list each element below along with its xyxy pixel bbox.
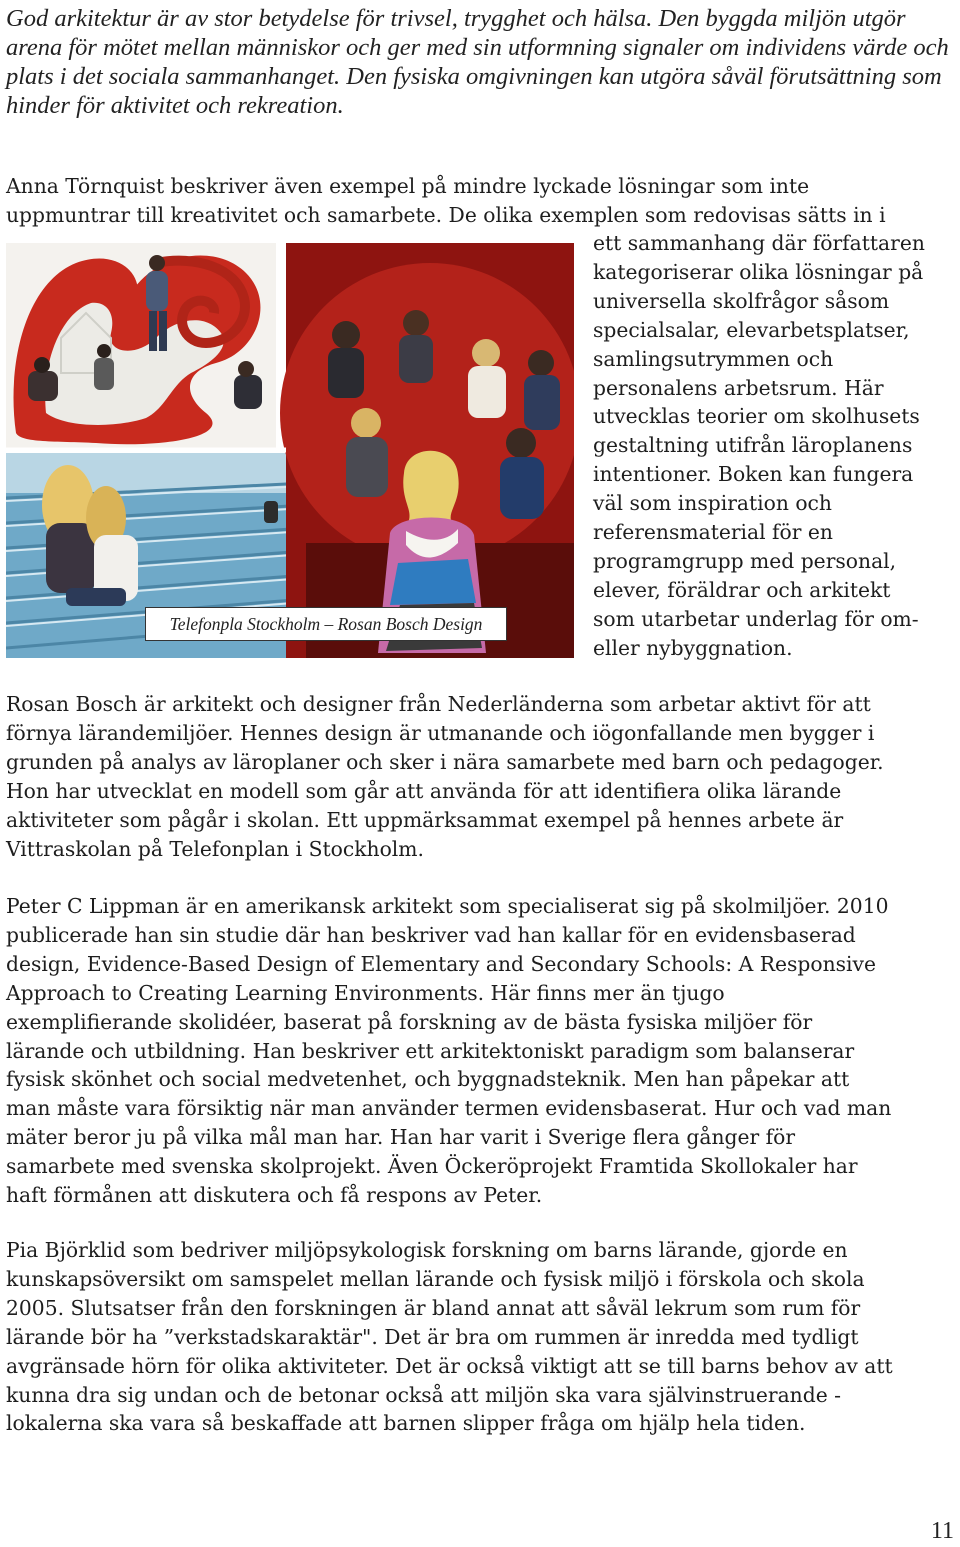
peter-line: exemplifierande skolidéer, baserat på forskning av de bästa fysiska miljöer för xyxy=(6,1009,813,1034)
column-line: gestaltning utifrån läroplanens xyxy=(593,433,913,458)
photo-caption xyxy=(145,607,507,641)
anna-column-text xyxy=(593,229,925,663)
column-line: kategoriserar olika lösningar på xyxy=(593,259,924,284)
column-line: eller nybyggnation. xyxy=(593,635,793,660)
peter-line: fysisk skönhet och social medvetenhet, och byggnadsteknik. Men han påpekar att xyxy=(6,1067,850,1092)
photo-collage xyxy=(6,243,574,658)
column-line: utvecklas teorier om skolhusets xyxy=(593,404,920,429)
pia-line: kunskapsöversikt om samspelet mellan lärande och fysisk miljö i förskola och skola xyxy=(6,1266,865,1291)
pia-line: 2005. Slutsatser från den forskningen är bland annat att såväl lekrum som rum för xyxy=(6,1295,861,1320)
column-line: som utarbetar underlag för om- xyxy=(593,606,919,631)
peter-line: lärande och utbildning. Han beskriver ett arkitektoniskt paradigm som balanserar xyxy=(6,1038,855,1063)
anna-line: Anna Törnquist beskriver även exempel på mindre lyckade lösningar som inte xyxy=(6,174,810,198)
column-line: väl som inspiration och xyxy=(593,491,832,516)
photo-caption-text: Telefonpla Stockholm – Rosan Bosch Design xyxy=(169,613,483,634)
rosan-line: grunden på analys av läroplaner och sker i nära samarbete med barn och pedagoger. xyxy=(6,749,884,774)
intro-paragraph xyxy=(6,4,956,120)
column-line: elever, föräldrar och arkitekt xyxy=(593,577,891,602)
rosan-line: aktiviteter som pågår i skolan. Ett uppmärksammat exempel på hennes arbete är xyxy=(6,807,844,832)
intro-line: miljön utgör arena för mötet mellan människor och ger med sin utformning xyxy=(6,5,906,61)
peter-line: design, Evidence-Based Design of Elementary and Secondary Schools: A Responsive xyxy=(6,951,876,976)
intro-line: omgivningen kan utgöra såväl förutsättning som hinder för aktivitet och xyxy=(6,63,942,119)
column-line: referensmaterial för en xyxy=(593,520,833,545)
pia-line: lokalerna ska vara så beskaffade att barnen slipper fråga om hjälp hela tiden. xyxy=(6,1411,806,1436)
peter-line: Approach to Creating Learning Environments. Här finns mer än tjugo xyxy=(6,980,725,1005)
intro-line: rekreation. xyxy=(237,92,344,119)
rosan-line: förnya lärandemiljöer. Hennes design är utmanande och iögonfallande men bygger i xyxy=(6,720,875,745)
page-number: 11 xyxy=(930,1518,954,1544)
pia-line: Pia Björklid som bedriver miljöpsykologisk forskning om barns lärande, gjorde en xyxy=(6,1238,848,1262)
column-line: universella skolfrågor såsom xyxy=(593,288,890,313)
rosan-line: Vittraskolan på Telefonplan i Stockholm. xyxy=(6,836,424,861)
intro-line: signaler om individens värde och plats i det sociala sammanhanget. Den fysiska xyxy=(6,34,949,90)
intro-line: God arkitektur är av stor betydelse för trivsel, trygghet och hälsa. Den byggda xyxy=(6,5,778,32)
column-line: samlingsutrymmen och xyxy=(593,346,834,371)
peter-line: samarbete med svenska skolprojekt. Även Öckeröprojekt Framtida Skollokaler har xyxy=(6,1154,858,1179)
rosan-paragraph xyxy=(6,690,884,863)
column-line: personalens arbetsrum. Här xyxy=(593,375,884,400)
red-room-photo xyxy=(280,243,574,658)
column-line: ett sammanhang där författaren xyxy=(593,231,925,255)
rosan-line: Rosan Bosch är arkitekt och designer från Nederländerna som arbetar aktivt för att xyxy=(6,692,871,716)
pia-line: kunna dra sig undan och de betonar också att miljön ska vara självinstruerande - xyxy=(6,1382,842,1407)
peter-line: man måste vara försiktig när man använder termen evidensbaserat. Hur och vad man xyxy=(6,1096,892,1121)
pia-line: lärande bör ha ”verkstadskaraktär". Det är bra om rummen är inredda med tydligt xyxy=(6,1324,859,1349)
anna-paragraph xyxy=(6,172,886,230)
column-line: intentioner. Boken kan fungera xyxy=(593,462,914,487)
peter-line: mäter beror ju på vilka mål man har. Han har varit i Sverige flera gånger för xyxy=(6,1125,796,1150)
peter-line: Peter C Lippman är en amerikansk arkitekt som specialiserat sig på skolmiljöer. 2010 xyxy=(6,894,889,918)
peter-paragraph xyxy=(6,892,891,1210)
pia-paragraph xyxy=(6,1236,893,1438)
anna-line: uppmuntrar till kreativitet och samarbete. De olika exemplen som redovisas sätts in i xyxy=(6,202,886,227)
peter-line: publicerade han sin studie där han beskriver vad han kallar för en evidensbaserad xyxy=(6,922,856,947)
rosan-line: Hon har utvecklat en modell som går att använda för att identifiera olika lärande xyxy=(6,778,842,803)
red-seating-photo xyxy=(6,243,276,448)
column-line: specialsalar, elevarbetsplatser, xyxy=(593,317,910,342)
pia-line: avgränsade hörn för olika aktiviteter. Det är också viktigt att se till barns behov av att xyxy=(6,1353,893,1378)
peter-line: haft förmånen att diskutera och få respons av Peter. xyxy=(6,1183,543,1208)
column-line: programgrupp med personal, xyxy=(593,548,897,573)
